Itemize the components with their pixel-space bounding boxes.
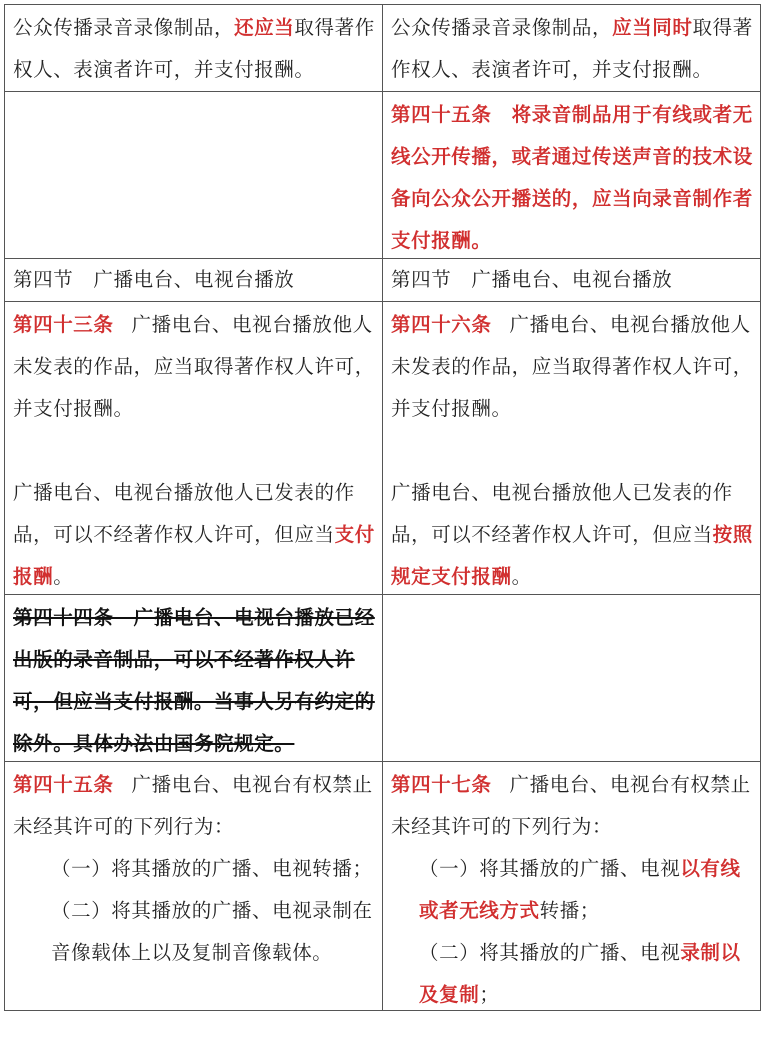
paragraph: 第四十六条 广播电台、电视台播放他人未发表的作品，应当取得著作权人许可，并支付报酬。 — [391, 313, 753, 420]
changed-text: 支付报酬 — [13, 523, 375, 588]
changed-text: 以有线或者无线方式 — [419, 857, 741, 922]
old-text-cell — [5, 5, 383, 91]
list-item: （二）将其播放的广播、电视录制以及复制； — [419, 941, 741, 1006]
new-text-cell — [383, 762, 761, 1010]
section-title: 第四节 广播电台、电视台播放 — [383, 259, 761, 301]
paragraph: 广播电台、电视台播放他人已发表的作品，可以不经著作权人许可，但应当支付报酬。 — [13, 481, 375, 588]
paragraph: 第四十五条 广播电台、电视台有权禁止未经其许可的下列行为： — [13, 773, 373, 838]
changed-text: 应当同时 — [612, 16, 693, 39]
paragraph: 公众传播录音录像制品，应当同时取得著作权人、表演者许可，并支付报酬。 — [391, 16, 753, 81]
added-article: 第四十五条 将录音制品用于有线或者无线公开传播，或者通过传送声音的技术设备向公众公开播送的，应当向录音制作者支付报酬。 — [391, 103, 753, 252]
changed-text: 按照规定支付报酬 — [391, 523, 753, 588]
table-row — [5, 762, 761, 1011]
law-comparison-table — [4, 4, 761, 1011]
article-number: 第四十七条 — [391, 773, 492, 796]
new-text-cell-empty — [383, 595, 761, 761]
table-row — [5, 595, 761, 762]
list-item: （一）将其播放的广播、电视转播； — [51, 857, 373, 880]
list-item: （二）将其播放的广播、电视录制在音像载体上以及复制音像载体。 — [51, 899, 373, 964]
table-row — [5, 302, 761, 595]
old-text-cell — [5, 595, 383, 761]
article-number: 第四十六条 — [391, 313, 492, 336]
table-row — [5, 259, 761, 302]
new-text-cell — [383, 5, 761, 91]
table-row — [5, 92, 761, 259]
deleted-article: 第四十四条 广播电台、电视台播放已经出版的录音制品，可以不经著作权人许可，但应当支付报酬。当事人另有约定的除外。具体办法由国务院规定。 — [13, 606, 375, 755]
table-row — [5, 5, 761, 92]
old-text-cell — [5, 762, 383, 1010]
paragraph: 公众传播录音录像制品，还应当取得著作权人、表演者许可，并支付报酬。 — [13, 16, 375, 81]
old-text-cell — [5, 302, 383, 594]
new-text-cell — [383, 92, 761, 258]
list-item: （一）将其播放的广播、电视以有线或者无线方式转播； — [419, 857, 741, 922]
changed-text: 还应当 — [234, 16, 295, 39]
paragraph: 广播电台、电视台播放他人已发表的作品，可以不经著作权人许可，但应当按照规定支付报酬。 — [391, 481, 753, 588]
article-number: 第四十五条 — [13, 773, 114, 796]
new-text-cell — [383, 302, 761, 594]
section-title: 第四节 广播电台、电视台播放 — [5, 259, 383, 301]
article-number: 第四十三条 — [13, 313, 114, 336]
old-text-cell-empty — [5, 92, 383, 258]
paragraph: 第四十七条 广播电台、电视台有权禁止未经其许可的下列行为： — [391, 773, 751, 838]
changed-text: 录制以及复制 — [419, 941, 741, 1006]
paragraph: 第四十三条 广播电台、电视台播放他人未发表的作品，应当取得著作权人许可，并支付报酬。 — [13, 313, 375, 420]
